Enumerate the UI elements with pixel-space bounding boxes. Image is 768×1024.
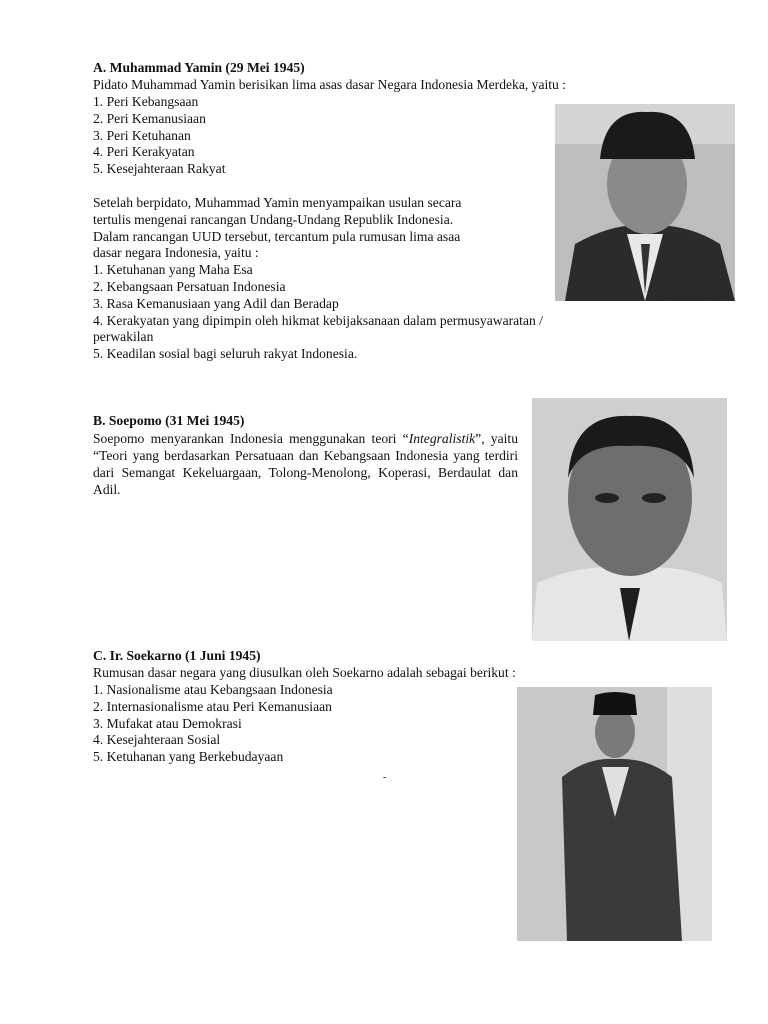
section-c-intro: Rumusan dasar negara yang diusulkan oleh Soekarno adalah sebagai berikut :: [93, 665, 516, 680]
list-item: 3. Rasa Kemanusiaan yang Adil dan Beradap: [93, 295, 339, 311]
section-a-list: [93, 94, 225, 178]
section-a-intro: Pidato Muhammad Yamin berisikan lima asas dasar Negara Indonesia Merdeka, yaitu :: [93, 77, 567, 92]
section-c-list: [93, 682, 333, 766]
paragraph-line: dasar negara Indonesia, yaitu :: [93, 245, 259, 261]
list-item: 5. Kesejahteraan Rakyat: [93, 161, 226, 177]
photo-soekarno: [517, 687, 712, 941]
list-item: 4. Kerakyatan yang dipimpin oleh hikmat kebijaksanaan dalam permusyawaratan /: [93, 312, 543, 328]
list-item: 1. Nasionalisme atau Kebangsaan Indonesia: [93, 682, 333, 697]
section-a-title: A. Muhammad Yamin (29 Mei 1945): [93, 60, 305, 75]
photo-muhammad-yamin: [555, 104, 735, 301]
paragraph-text: Soepomo menyarankan Indonesia menggunakan teori “: [93, 431, 409, 446]
list-item: 4. Kesejahteraan Sosial: [93, 732, 221, 748]
term-integralistik: Integralistik: [408, 431, 476, 446]
stray-mark: -: [383, 772, 387, 783]
list-item: 4. Peri Kerakyatan: [93, 144, 195, 160]
list-item: 1. Peri Kebangsaan: [93, 94, 199, 109]
list-item: 2. Kebangsaan Persatuan Indonesia: [93, 278, 286, 294]
section-b-paragraph: [93, 430, 518, 498]
paragraph-text: ”, yaitu “Teori yang berdasarkan Persatuaan dan Kebangsaan Indonesia yang terdiri dari Semangat Kekeluargaan, Tolong-Menolong, Koperasi, Berdaulat dan Adil.: [93, 431, 518, 497]
paragraph-line: Setelah berpidato, Muhammad Yamin menyampaikan usulan secara: [93, 195, 462, 210]
list-item: 3. Mufakat atau Demokrasi: [93, 715, 242, 731]
section-a-paragraph: [93, 195, 543, 363]
list-item: 1. Ketuhanan yang Maha Esa: [93, 262, 253, 278]
list-item: 2. Peri Kemanusiaan: [93, 110, 206, 126]
list-item: 5. Keadilan sosial bagi seluruh rakyat Indonesia.: [93, 346, 358, 362]
photo-soepomo: [532, 398, 727, 641]
list-item: 3. Peri Ketuhanan: [93, 127, 191, 143]
section-b-title: B. Soepomo (31 Mei 1945): [93, 413, 245, 428]
list-item: 5. Ketuhanan yang Berkebudayaan: [93, 749, 284, 765]
photo-caption: National Library of Indonesia 2015: [660, 295, 729, 300]
list-item: perwakilan: [93, 329, 154, 345]
paragraph-line: Dalam rancangan UUD tersebut, tercantum pula rumusan lima asaa: [93, 228, 461, 244]
paragraph-line: tertulis mengenai rancangan Undang-Undang Republik Indonesia.: [93, 211, 454, 227]
list-item: 2. Internasionalisme atau Peri Kemanusiaan: [93, 698, 332, 714]
section-c-title: C. Ir. Soekarno (1 Juni 1945): [93, 648, 261, 663]
